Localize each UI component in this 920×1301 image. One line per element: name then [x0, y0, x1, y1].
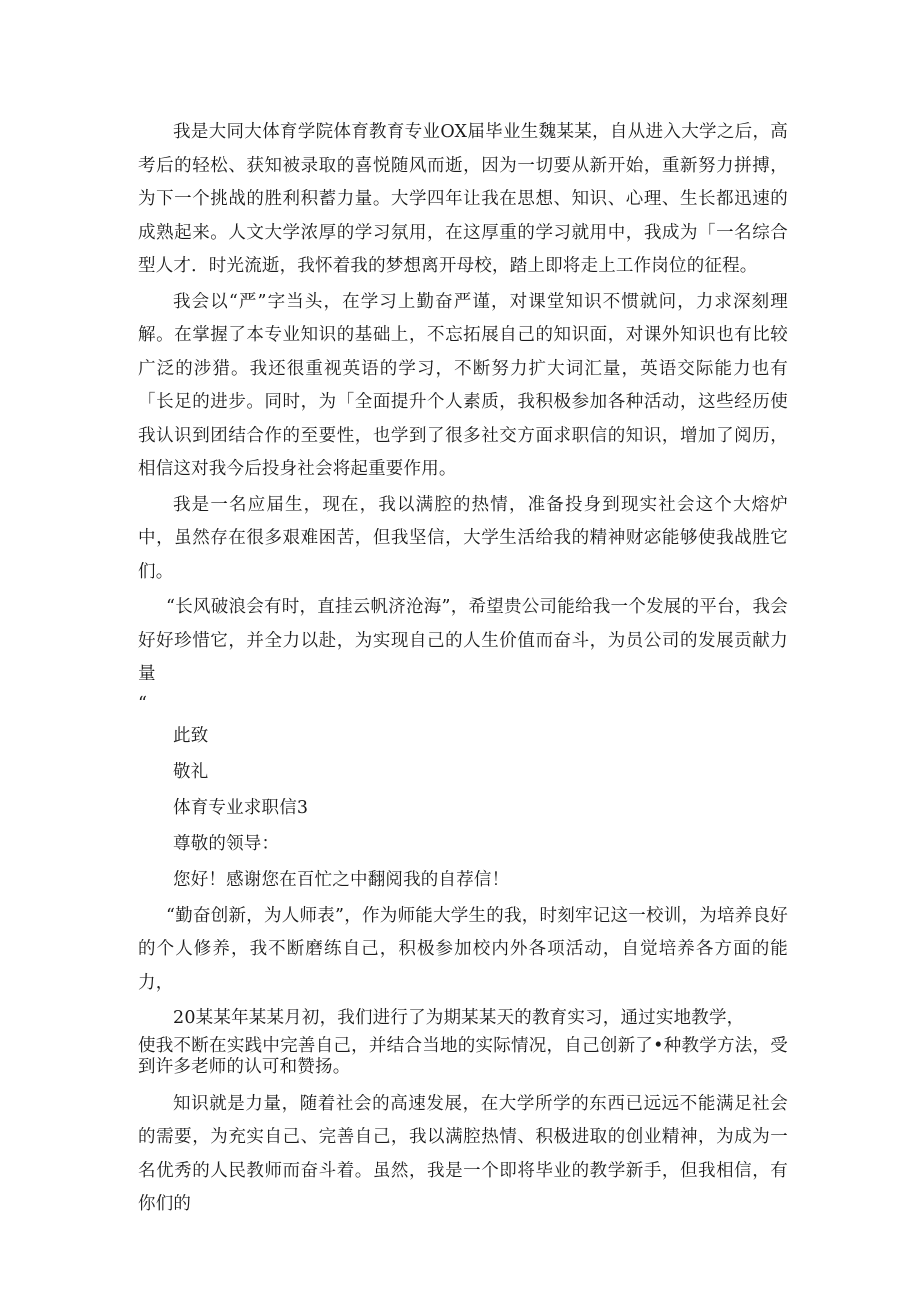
paragraph-aspiration: “长风破浪会有时，直挂云帆济沧海”，希望贵公司能给我一个发展的平台，我会好好珍惜它，并全力以赴，为实现自己的人生价值而奋斗，为员公司的发展贡献力量 [138, 597, 788, 684]
paragraph-graduate: 我是一名应届生，现在，我以满腔的热情，准备投身到现实社会这个大熔炉中，虽然存在很多艰难困苦，但我坚信，大学生活给我的精神财宓能够使我战胜它们。 [138, 494, 788, 582]
letter-page [138, 116, 788, 1224]
section-title: 体育专业求职信3 [173, 797, 309, 818]
salutation: 尊敬的领导： [173, 833, 280, 854]
paragraph-practice-cont: 使我不断在实践中完善自己，并结合当地的实际情况，自己创新了•种教学方法，受到许多老师的认可和赞扬。 [138, 1035, 788, 1077]
paragraph-intro: 我是大同大体育学院体育教育专业OX届毕业生魏某某，自从进入大学之后，高考后的轻松、获知被录取的喜悦随风而逝，因为一切要从新开始，重新努力拼搏，为下一个挑战的胜利积蓄力量。大学四年让我在思想、知识、心理、生长都迅速的成熟起来。人文大学浓厚的学习氛用，在这厚重的学习就用中，我成为「一名综合型人才．时光流逝，我怀着我的梦想离开母校，踏上即将走上工作岗位的征程。 [138, 122, 788, 276]
practice-line: 20某某年某某月初，我们进行了为期某某天的教育实习，通过实地教学， [173, 1008, 745, 1028]
greeting: 您好！感谢您在百忙之中翻阅我的自荐信！ [173, 869, 510, 890]
paragraph-study: 我会以“严”字当头，在学习上勤奋严谨，对课堂知识不惯就问，力求深刻理解。在掌握了本专业知识的基础上，不忘拓展自己的知识面，对课外知识也有比较广泛的涉猎。我还很重视英语的学习，不断努力扩大词汇量，英语交际能力也有「长足的进步。同时，为「全面提升个人素质，我积极参加各种活动，这些经历使我认识到团结合作的至要性，也学到了很多社交方面求职信的知识，增加了阅历，相信这对我今后投身社会将起重要作用。 [138, 291, 788, 479]
closing-line-1: 此致 [173, 725, 209, 746]
paragraph-knowledge: 知识就是力量，随着社会的高速发展，在大学所学的东西已远远不能满足社会的需要，为充实自己、完善自己，我以满腔热情、积极进取的创业精神，为成为一名优秀的人民教师而奋斗着。虽然，我是一个即将毕业的教学新手，但我相信，有你们的 [138, 1093, 788, 1214]
paragraph-motto: “勤奋创新，为人师表”，作为师能大学生的我，时刻牢记这一校训，为培养良好的个人修养，我不断磨练自己，积极参加校内外各项活动，自觉培养各方面的能力， [138, 905, 788, 993]
closing-line-2: 敬礼 [173, 761, 209, 782]
stray-quote-mark: “ [138, 693, 147, 714]
